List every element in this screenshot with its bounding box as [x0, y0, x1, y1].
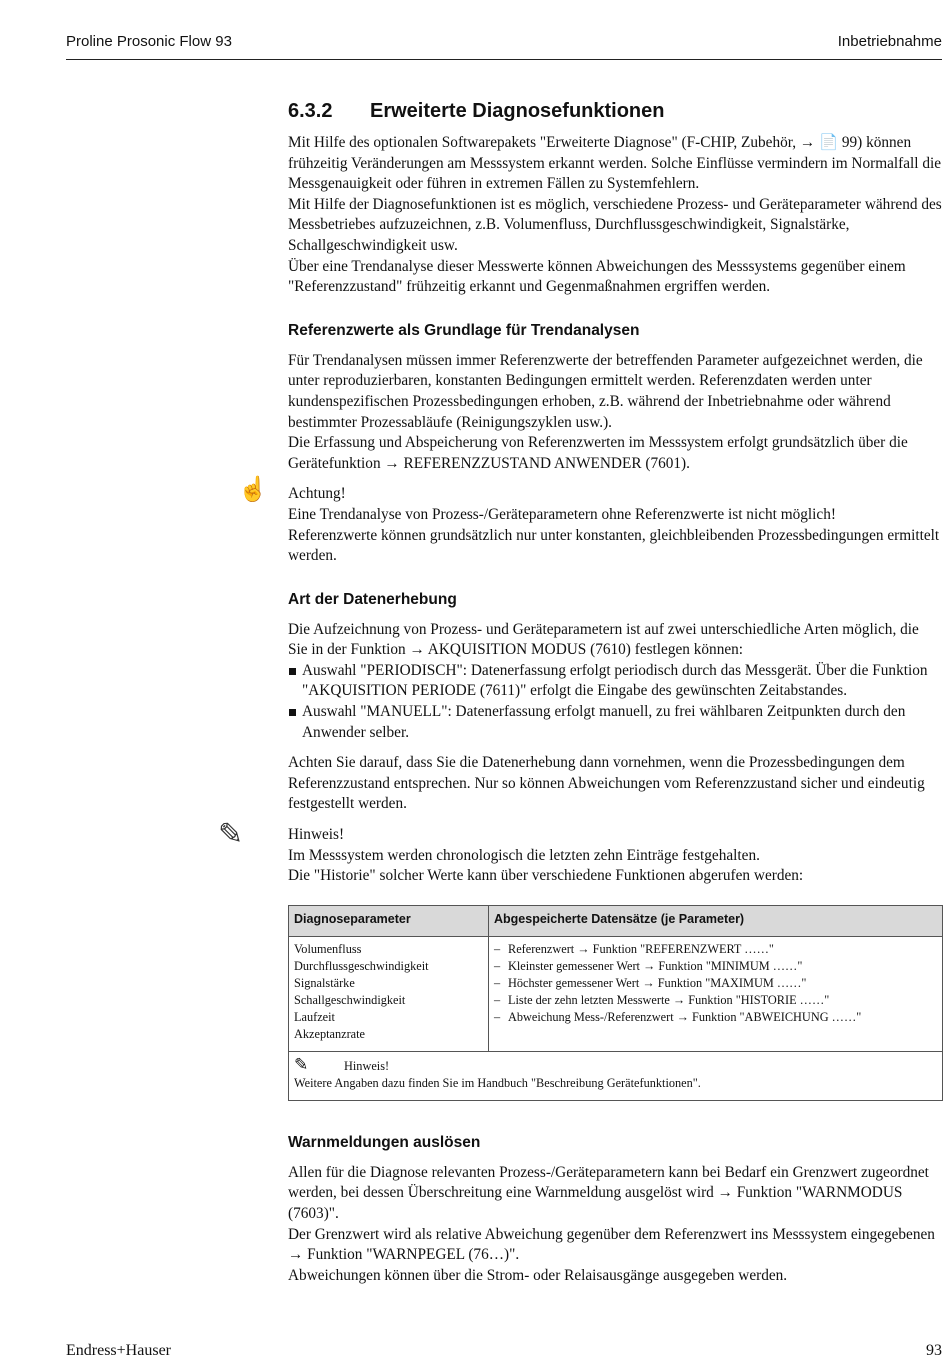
parameter-item: Signalstärke [294, 975, 355, 990]
table-note-text: Weitere Angaben dazu finden Sie im Handbuch "Beschreibung Gerätefunktionen". [294, 1075, 701, 1090]
pencil-note-icon: ✎ [218, 818, 244, 852]
warn-paragraph: Allen für die Diagnose relevanten Prozess-/Geräteparametern kann bei Bedarf ein Grenzwert zugeordnet werden, bei dessen Überschreitung eine Warnmeldung ausgelöst wird → Funktion "WARNMODUS (7603)". [288, 1163, 929, 1222]
warn-paragraph: Der Grenzwert wird als relative Abweichung gegenüber dem Referenzwert ins Messsystem eingegebenen → Funktion "WARNPEGEL (76…)". [288, 1225, 935, 1264]
parameter-item: Durchflussgeschwindigkeit [294, 958, 429, 973]
caution-note [238, 477, 942, 566]
table-cell-records [489, 936, 943, 1051]
table-header-cell: Diagnoseparameter [289, 905, 489, 936]
table-note-row [289, 1051, 943, 1100]
header-rule [66, 59, 942, 60]
record-item: – Liste der zehn letzten Messwerte → Funktion "HISTORIE ……" [494, 992, 830, 1007]
erhebung-intro: Die Aufzeichnung von Prozess- und Geräteparametern ist auf zwei unterschiedliche Arten möglich, die Sie in der Funktion → AKQUISITION MODUS (7610) festlegen können: [288, 620, 919, 659]
intro-paragraph: Über eine Trendanalyse dieser Messwerte können Abweichungen des Messsystems gegenüber einem "Referenzzustand" frühzeitig erkannt und Gegenmaßnahmen ergriffen werden. [288, 257, 906, 296]
parameter-item: Schallgeschwindigkeit [294, 992, 406, 1007]
caution-heading: Achtung! [288, 485, 346, 503]
erhebung-list [288, 661, 942, 743]
footer-brand: Endress+Hauser [66, 1342, 171, 1359]
subheading-erhebung: Art der Datenerhebung [288, 590, 457, 608]
header-product-name: Proline Prosonic Flow 93 [66, 33, 232, 50]
section-number: 6.3.2 [288, 100, 333, 122]
intro-paragraph: Mit Hilfe der Diagnosefunktionen ist es möglich, verschiedene Prozess- und Geräteparameter während des Messbetriebes aufzuzeichnen, z.B. Volumenfluss, Durchflussgeschwindigkeit, Signalstärke, Schallgeschwindigkeit usw. [288, 195, 942, 254]
hand-caution-icon: ☝ [238, 477, 268, 504]
table-cell-parameters [289, 936, 489, 1051]
page-content [218, 98, 942, 1286]
bullet-square-icon [289, 709, 296, 716]
parameter-item: Volumenfluss [294, 941, 362, 956]
parameter-item: Akzeptanzrate [294, 1026, 366, 1041]
table-note-heading: Hinweis! [344, 1058, 390, 1073]
table-header-cell: Abgespeicherte Datensätze (je Parameter) [489, 905, 943, 936]
header-chapter: Inbetriebnahme [837, 33, 942, 50]
parameter-item: Laufzeit [294, 1009, 335, 1024]
section-title: Erweiterte Diagnosefunktionen [370, 100, 665, 122]
subheading-referenz: Referenzwerte als Grundlage für Trendanalysen [288, 321, 640, 339]
intro-paragraph: Mit Hilfe des optionalen Softwarepakets "Erweiterte Diagnose" (F-CHIP, Zubehör, → 📄 99) können frühzeitig Veränderungen am Messsystem erkannt werden. Solche Einflüsse vermindern im Normalfall die Messgenauigkeit oder führen in extremen Fällen zu Systemfehlern. [288, 134, 942, 193]
pencil-note-icon: ✎ [294, 1054, 309, 1074]
warn-paragraph: Abweichungen können über die Strom- oder Relaisausgänge ausgegeben werden. [288, 1266, 788, 1284]
list-item: Auswahl "MANUELL": Datenerfassung erfolgt manuell, zu frei wählbaren Zeitpunkten durch den Anwender selber. [288, 702, 942, 743]
table-row [289, 936, 943, 1051]
bullet-square-icon [289, 668, 296, 675]
table-header-row [289, 905, 943, 936]
record-item: – Höchster gemessener Wert → Funktion "MAXIMUM ……" [494, 975, 807, 990]
diagnostics-table [288, 905, 943, 1101]
erhebung-paragraph: Achten Sie darauf, dass Sie die Datenerhebung dann vornehmen, wenn die Prozessbedingungen dem Referenzzustand entsprechen. Nur so können Abweichungen vom Referenzzustand sicher und eindeutig festgestellt werden. [288, 754, 925, 813]
section-heading [288, 98, 942, 124]
referenz-paragraph: Für Trendanalysen müssen immer Referenzwerte der betreffenden Parameter aufgezeichnet werden, die unter reproduzierbaren, konstanten Bedingungen ermittelt werden. Referenzdaten werden unter kundenspezifischen Prozessbedingungen erhoben, z.B. während der Inbetriebnahme oder während bestimmter Prozessabläufe (Reinigungszyklen usw.). [288, 351, 923, 431]
page-number: 93 [926, 1342, 942, 1359]
hint-note [218, 818, 942, 887]
record-item: – Abweichung Mess-/Referenzwert → Funktion "ABWEICHUNG ……" [494, 1009, 862, 1024]
hint-line: Im Messsystem werden chronologisch die letzten zehn Einträge festgehalten. [288, 846, 760, 864]
hint-line: Die "Historie" solcher Werte kann über verschiedene Funktionen abgerufen werden: [288, 867, 804, 885]
referenz-paragraph: Die Erfassung und Abspeicherung von Referenzwerten im Messsystem erfolgt grundsätzlich über die Gerätefunktion → REFERENZZUSTAND ANWENDER (7601). [288, 434, 908, 472]
subheading-warn: Warnmeldungen auslösen [288, 1133, 481, 1151]
list-item: Auswahl "PERIODISCH": Datenerfassung erfolgt periodisch durch das Messgerät. Über die Funktion "AKQUISITION PERIODE (7611)" erfolgt die Eingabe des gewünschten Zeitabstandes. [288, 661, 942, 702]
caution-line: Referenzwerte können grundsätzlich nur unter konstanten, gleichbleibenden Prozessbedingungen ermittelt werden. [288, 526, 940, 565]
hint-heading: Hinweis! [288, 826, 345, 844]
caution-line: Eine Trendanalyse von Prozess-/Geräteparametern ohne Referenzwerte ist nicht möglich! [288, 505, 836, 523]
record-item: – Kleinster gemessener Wert → Funktion "MINIMUM ……" [494, 958, 803, 973]
table-note-cell [289, 1051, 943, 1100]
record-item: – Referenzwert → Funktion "REFERENZWERT ……" [494, 941, 774, 956]
